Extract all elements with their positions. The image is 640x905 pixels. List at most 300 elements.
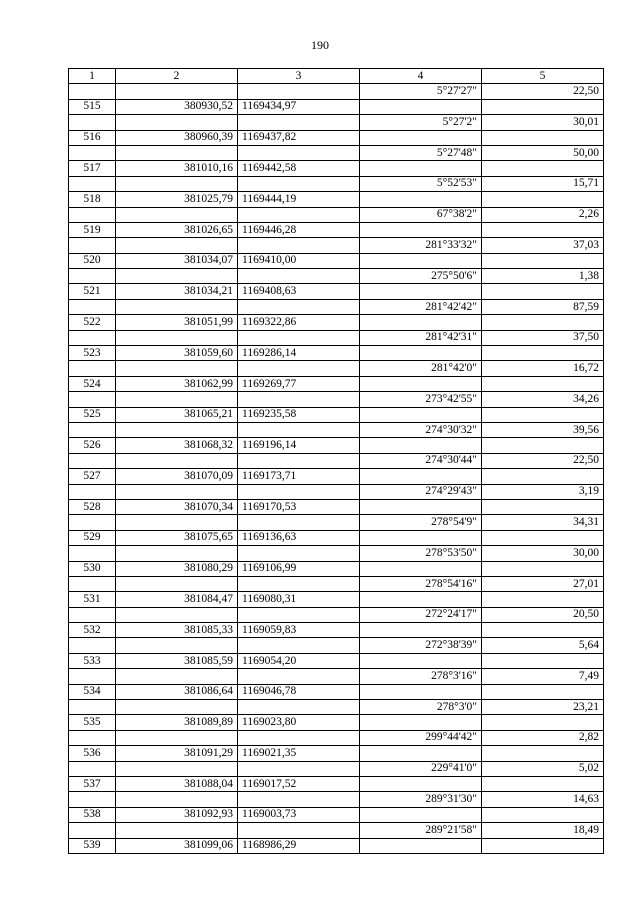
direction-angle-cell: 5°27'2" — [360, 115, 482, 130]
point-row — [69, 315, 604, 330]
x-coordinate-cell: 381080,29 — [116, 561, 238, 576]
point-number-cell: 536 — [69, 746, 116, 761]
y-coordinate-cell: 1169054,20 — [238, 653, 360, 668]
segment-row — [69, 792, 604, 807]
empty-cell — [69, 607, 116, 622]
segment-row — [69, 392, 604, 407]
y-coordinate-cell: 1169136,63 — [238, 530, 360, 545]
empty-cell — [116, 453, 238, 468]
point-number-cell: 518 — [69, 192, 116, 207]
empty-cell — [69, 730, 116, 745]
empty-cell — [238, 176, 360, 191]
header-col-4: 4 — [360, 69, 482, 84]
empty-cell — [116, 730, 238, 745]
empty-cell — [116, 607, 238, 622]
point-row — [69, 469, 604, 484]
empty-cell — [238, 207, 360, 222]
empty-cell — [482, 838, 604, 853]
x-coordinate-cell: 381070,34 — [116, 499, 238, 514]
direction-angle-cell: 272°24'17" — [360, 607, 482, 622]
distance-cell: 23,21 — [482, 700, 604, 715]
empty-cell — [238, 515, 360, 530]
empty-cell — [482, 653, 604, 668]
y-coordinate-cell: 1169106,99 — [238, 561, 360, 576]
empty-cell — [69, 484, 116, 499]
empty-cell — [116, 361, 238, 376]
segment-row — [69, 115, 604, 130]
y-coordinate-cell: 1169444,19 — [238, 192, 360, 207]
segment-row — [69, 546, 604, 561]
point-number-cell: 533 — [69, 653, 116, 668]
empty-cell — [482, 530, 604, 545]
empty-cell — [360, 592, 482, 607]
direction-angle-cell: 278°3'16" — [360, 669, 482, 684]
distance-cell: 37,03 — [482, 238, 604, 253]
direction-angle-cell: 299°44'42" — [360, 730, 482, 745]
empty-cell — [69, 761, 116, 776]
x-coordinate-cell: 381089,89 — [116, 715, 238, 730]
empty-cell — [360, 161, 482, 176]
x-coordinate-cell: 381075,65 — [116, 530, 238, 545]
empty-cell — [482, 715, 604, 730]
empty-cell — [482, 284, 604, 299]
point-row — [69, 346, 604, 361]
y-coordinate-cell: 1169021,35 — [238, 746, 360, 761]
empty-cell — [238, 299, 360, 314]
point-row — [69, 807, 604, 822]
x-coordinate-cell: 381088,04 — [116, 776, 238, 791]
distance-cell: 16,72 — [482, 361, 604, 376]
point-number-cell: 523 — [69, 346, 116, 361]
y-coordinate-cell: 1169017,52 — [238, 776, 360, 791]
direction-angle-cell: 289°31'30" — [360, 792, 482, 807]
empty-cell — [116, 422, 238, 437]
point-row — [69, 592, 604, 607]
empty-cell — [116, 330, 238, 345]
point-number-cell: 522 — [69, 315, 116, 330]
header-col-1: 1 — [69, 69, 116, 84]
point-number-cell: 530 — [69, 561, 116, 576]
empty-cell — [482, 561, 604, 576]
segment-row — [69, 730, 604, 745]
empty-cell — [69, 145, 116, 160]
point-number-cell: 526 — [69, 438, 116, 453]
empty-cell — [360, 99, 482, 114]
direction-angle-cell: 5°52'53" — [360, 176, 482, 191]
point-row — [69, 130, 604, 145]
x-coordinate-cell: 381051,99 — [116, 315, 238, 330]
y-coordinate-cell: 1169442,58 — [238, 161, 360, 176]
point-number-cell: 529 — [69, 530, 116, 545]
segment-row — [69, 638, 604, 653]
direction-angle-cell: 229°41'0" — [360, 761, 482, 776]
point-number-cell: 531 — [69, 592, 116, 607]
direction-angle-cell: 274°30'32" — [360, 422, 482, 437]
direction-angle-cell: 278°53'50" — [360, 546, 482, 561]
y-coordinate-cell: 1168986,29 — [238, 838, 360, 853]
direction-angle-cell: 278°54'16" — [360, 576, 482, 591]
coordinates-table — [68, 68, 604, 854]
empty-cell — [116, 515, 238, 530]
empty-cell — [238, 84, 360, 99]
point-row — [69, 623, 604, 638]
empty-cell — [238, 761, 360, 776]
point-row — [69, 376, 604, 391]
empty-cell — [360, 623, 482, 638]
x-coordinate-cell: 381034,21 — [116, 284, 238, 299]
empty-cell — [69, 207, 116, 222]
segment-row — [69, 422, 604, 437]
empty-cell — [360, 684, 482, 699]
empty-cell — [482, 746, 604, 761]
empty-cell — [116, 761, 238, 776]
direction-angle-cell: 281°33'32" — [360, 238, 482, 253]
point-row — [69, 653, 604, 668]
segment-row — [69, 607, 604, 622]
distance-cell: 5,02 — [482, 761, 604, 776]
empty-cell — [238, 792, 360, 807]
empty-cell — [116, 823, 238, 838]
segment-row — [69, 576, 604, 591]
x-coordinate-cell: 381059,60 — [116, 346, 238, 361]
empty-cell — [69, 115, 116, 130]
direction-angle-cell: 67°38'2" — [360, 207, 482, 222]
empty-cell — [69, 700, 116, 715]
point-row — [69, 684, 604, 699]
direction-angle-cell: 281°42'42" — [360, 299, 482, 314]
segment-row — [69, 299, 604, 314]
empty-cell — [360, 315, 482, 330]
empty-cell — [116, 546, 238, 561]
empty-cell — [360, 499, 482, 514]
point-row — [69, 838, 604, 853]
empty-cell — [69, 453, 116, 468]
point-number-cell: 535 — [69, 715, 116, 730]
table-body — [69, 84, 604, 854]
empty-cell — [238, 453, 360, 468]
empty-cell — [482, 684, 604, 699]
direction-angle-cell: 274°30'44" — [360, 453, 482, 468]
point-row — [69, 407, 604, 422]
empty-cell — [482, 376, 604, 391]
point-number-cell: 519 — [69, 222, 116, 237]
empty-cell — [238, 422, 360, 437]
empty-cell — [238, 145, 360, 160]
point-number-cell: 528 — [69, 499, 116, 514]
empty-cell — [360, 438, 482, 453]
empty-cell — [69, 84, 116, 99]
y-coordinate-cell: 1169408,63 — [238, 284, 360, 299]
segment-row — [69, 330, 604, 345]
empty-cell — [482, 499, 604, 514]
point-row — [69, 284, 604, 299]
empty-cell — [69, 392, 116, 407]
segment-row — [69, 238, 604, 253]
distance-cell: 30,00 — [482, 546, 604, 561]
x-coordinate-cell: 380930,52 — [116, 99, 238, 114]
empty-cell — [238, 484, 360, 499]
segment-row — [69, 361, 604, 376]
empty-cell — [482, 315, 604, 330]
point-row — [69, 499, 604, 514]
empty-cell — [360, 130, 482, 145]
empty-cell — [69, 176, 116, 191]
empty-cell — [360, 284, 482, 299]
segment-row — [69, 145, 604, 160]
empty-cell — [116, 792, 238, 807]
point-number-cell: 538 — [69, 807, 116, 822]
point-number-cell: 539 — [69, 838, 116, 853]
empty-cell — [69, 422, 116, 437]
distance-cell: 5,64 — [482, 638, 604, 653]
segment-row — [69, 761, 604, 776]
empty-cell — [69, 330, 116, 345]
segment-row — [69, 84, 604, 99]
table-header-row — [69, 69, 604, 84]
empty-cell — [238, 269, 360, 284]
empty-cell — [238, 115, 360, 130]
point-row — [69, 746, 604, 761]
direction-angle-cell: 5°27'27" — [360, 84, 482, 99]
point-number-cell: 521 — [69, 284, 116, 299]
empty-cell — [360, 561, 482, 576]
empty-cell — [360, 407, 482, 422]
distance-cell: 14,63 — [482, 792, 604, 807]
empty-cell — [482, 130, 604, 145]
empty-cell — [238, 330, 360, 345]
empty-cell — [116, 392, 238, 407]
point-number-cell: 532 — [69, 623, 116, 638]
distance-cell: 18,49 — [482, 823, 604, 838]
x-coordinate-cell: 381084,47 — [116, 592, 238, 607]
empty-cell — [116, 576, 238, 591]
empty-cell — [116, 700, 238, 715]
header-col-2: 2 — [116, 69, 238, 84]
empty-cell — [360, 838, 482, 853]
empty-cell — [482, 592, 604, 607]
empty-cell — [238, 607, 360, 622]
empty-cell — [482, 346, 604, 361]
empty-cell — [238, 238, 360, 253]
segment-row — [69, 176, 604, 191]
x-coordinate-cell: 381099,06 — [116, 838, 238, 853]
header-col-3: 3 — [238, 69, 360, 84]
direction-angle-cell: 272°38'39" — [360, 638, 482, 653]
empty-cell — [69, 576, 116, 591]
empty-cell — [116, 115, 238, 130]
empty-cell — [238, 638, 360, 653]
y-coordinate-cell: 1169410,00 — [238, 253, 360, 268]
x-coordinate-cell: 381092,93 — [116, 807, 238, 822]
distance-cell: 3,19 — [482, 484, 604, 499]
empty-cell — [69, 361, 116, 376]
empty-cell — [482, 469, 604, 484]
y-coordinate-cell: 1169080,31 — [238, 592, 360, 607]
empty-cell — [116, 238, 238, 253]
empty-cell — [360, 746, 482, 761]
empty-cell — [360, 222, 482, 237]
empty-cell — [69, 299, 116, 314]
empty-cell — [116, 84, 238, 99]
segment-row — [69, 269, 604, 284]
empty-cell — [69, 546, 116, 561]
empty-cell — [116, 269, 238, 284]
empty-cell — [360, 469, 482, 484]
distance-cell: 2,26 — [482, 207, 604, 222]
empty-cell — [482, 192, 604, 207]
point-number-cell: 515 — [69, 99, 116, 114]
x-coordinate-cell: 381034,07 — [116, 253, 238, 268]
y-coordinate-cell: 1169173,71 — [238, 469, 360, 484]
empty-cell — [69, 792, 116, 807]
x-coordinate-cell: 381085,33 — [116, 623, 238, 638]
empty-cell — [482, 161, 604, 176]
direction-angle-cell: 278°3'0" — [360, 700, 482, 715]
empty-cell — [482, 253, 604, 268]
y-coordinate-cell: 1169170,53 — [238, 499, 360, 514]
empty-cell — [360, 253, 482, 268]
empty-cell — [116, 638, 238, 653]
empty-cell — [69, 238, 116, 253]
empty-cell — [116, 484, 238, 499]
empty-cell — [482, 807, 604, 822]
segment-row — [69, 700, 604, 715]
direction-angle-cell: 273°42'55" — [360, 392, 482, 407]
point-number-cell: 520 — [69, 253, 116, 268]
empty-cell — [69, 669, 116, 684]
distance-cell: 20,50 — [482, 607, 604, 622]
x-coordinate-cell: 381070,09 — [116, 469, 238, 484]
empty-cell — [116, 145, 238, 160]
y-coordinate-cell: 1169046,78 — [238, 684, 360, 699]
empty-cell — [482, 623, 604, 638]
page-number: 190 — [311, 38, 329, 52]
point-row — [69, 222, 604, 237]
empty-cell — [360, 653, 482, 668]
empty-cell — [482, 776, 604, 791]
empty-cell — [69, 823, 116, 838]
distance-cell: 39,56 — [482, 422, 604, 437]
point-number-cell: 537 — [69, 776, 116, 791]
empty-cell — [116, 299, 238, 314]
segment-row — [69, 669, 604, 684]
segment-row — [69, 453, 604, 468]
empty-cell — [238, 700, 360, 715]
empty-cell — [238, 730, 360, 745]
distance-cell: 1,38 — [482, 269, 604, 284]
empty-cell — [238, 823, 360, 838]
direction-angle-cell: 275°50'6" — [360, 269, 482, 284]
y-coordinate-cell: 1169023,80 — [238, 715, 360, 730]
point-row — [69, 253, 604, 268]
point-row — [69, 192, 604, 207]
point-number-cell: 527 — [69, 469, 116, 484]
point-row — [69, 530, 604, 545]
y-coordinate-cell: 1169059,83 — [238, 623, 360, 638]
empty-cell — [360, 715, 482, 730]
empty-cell — [69, 269, 116, 284]
empty-cell — [482, 438, 604, 453]
x-coordinate-cell: 381091,29 — [116, 746, 238, 761]
empty-cell — [238, 392, 360, 407]
empty-cell — [360, 376, 482, 391]
y-coordinate-cell: 1169286,14 — [238, 346, 360, 361]
x-coordinate-cell: 381026,65 — [116, 222, 238, 237]
x-coordinate-cell: 381085,59 — [116, 653, 238, 668]
segment-row — [69, 823, 604, 838]
y-coordinate-cell: 1169434,97 — [238, 99, 360, 114]
point-number-cell: 524 — [69, 376, 116, 391]
empty-cell — [116, 207, 238, 222]
distance-cell: 30,01 — [482, 115, 604, 130]
empty-cell — [360, 807, 482, 822]
distance-cell: 22,50 — [482, 84, 604, 99]
point-row — [69, 438, 604, 453]
distance-cell: 2,82 — [482, 730, 604, 745]
x-coordinate-cell: 381065,21 — [116, 407, 238, 422]
y-coordinate-cell: 1169003,73 — [238, 807, 360, 822]
empty-cell — [116, 176, 238, 191]
distance-cell: 50,00 — [482, 145, 604, 160]
x-coordinate-cell: 380960,39 — [116, 130, 238, 145]
y-coordinate-cell: 1169322,86 — [238, 315, 360, 330]
direction-angle-cell: 278°54'9" — [360, 515, 482, 530]
empty-cell — [238, 669, 360, 684]
distance-cell: 27,01 — [482, 576, 604, 591]
point-number-cell: 516 — [69, 130, 116, 145]
point-row — [69, 161, 604, 176]
y-coordinate-cell: 1169269,77 — [238, 376, 360, 391]
empty-cell — [360, 346, 482, 361]
point-number-cell: 517 — [69, 161, 116, 176]
distance-cell: 37,50 — [482, 330, 604, 345]
empty-cell — [116, 669, 238, 684]
x-coordinate-cell: 381025,79 — [116, 192, 238, 207]
direction-angle-cell: 274°29'43" — [360, 484, 482, 499]
empty-cell — [69, 515, 116, 530]
distance-cell: 34,26 — [482, 392, 604, 407]
empty-cell — [482, 222, 604, 237]
empty-cell — [360, 530, 482, 545]
direction-angle-cell: 281°42'0" — [360, 361, 482, 376]
x-coordinate-cell: 381062,99 — [116, 376, 238, 391]
distance-cell: 87,59 — [482, 299, 604, 314]
direction-angle-cell: 281°42'31" — [360, 330, 482, 345]
distance-cell: 7,49 — [482, 669, 604, 684]
distance-cell: 15,71 — [482, 176, 604, 191]
direction-angle-cell: 5°27'48" — [360, 145, 482, 160]
y-coordinate-cell: 1169235,58 — [238, 407, 360, 422]
point-row — [69, 561, 604, 576]
point-row — [69, 776, 604, 791]
y-coordinate-cell: 1169446,28 — [238, 222, 360, 237]
empty-cell — [238, 546, 360, 561]
y-coordinate-cell: 1169196,14 — [238, 438, 360, 453]
point-number-cell: 525 — [69, 407, 116, 422]
empty-cell — [69, 638, 116, 653]
distance-cell: 22,50 — [482, 453, 604, 468]
empty-cell — [360, 776, 482, 791]
point-row — [69, 99, 604, 114]
y-coordinate-cell: 1169437,82 — [238, 130, 360, 145]
empty-cell — [238, 576, 360, 591]
distance-cell: 34,31 — [482, 515, 604, 530]
point-number-cell: 534 — [69, 684, 116, 699]
x-coordinate-cell: 381068,32 — [116, 438, 238, 453]
direction-angle-cell: 289°21'58" — [360, 823, 482, 838]
segment-row — [69, 484, 604, 499]
segment-row — [69, 515, 604, 530]
